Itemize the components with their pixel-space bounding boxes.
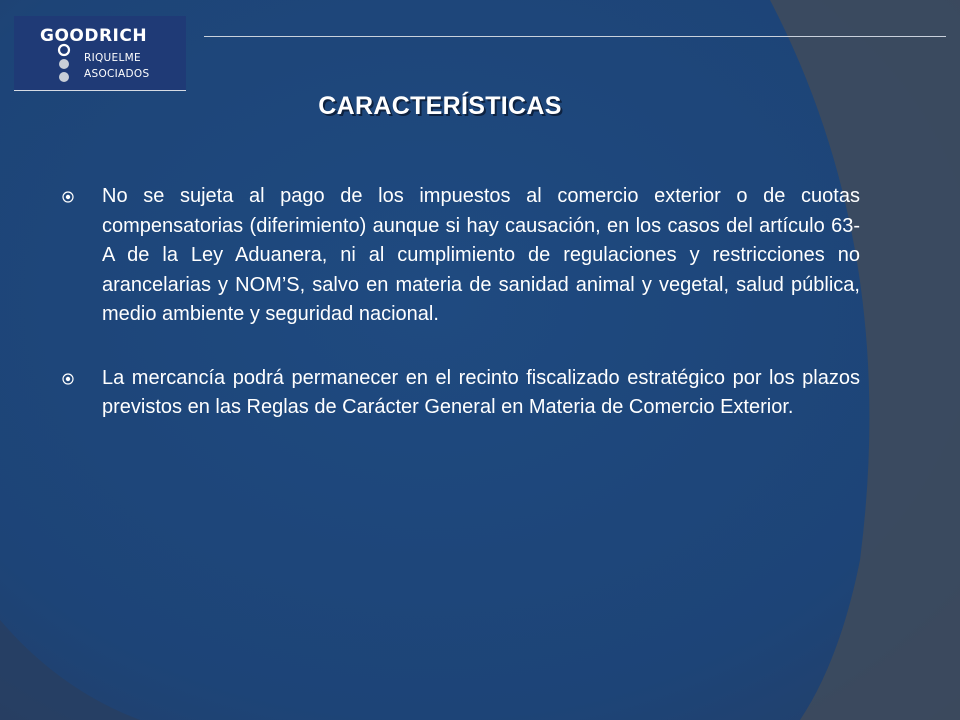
header-divider xyxy=(204,36,946,37)
logo-line-1: RIQUELME xyxy=(84,52,141,64)
company-logo xyxy=(14,16,186,91)
logo-circles-icon xyxy=(56,43,76,83)
logo-title: GOODRICH xyxy=(40,26,148,46)
bullet-item xyxy=(60,182,860,330)
logo-line-2: ASOCIADOS xyxy=(84,68,150,80)
circled-dot-icon xyxy=(62,191,74,203)
bullet-item xyxy=(60,364,860,423)
bullet-list xyxy=(60,182,860,457)
circled-dot-icon xyxy=(62,373,74,385)
bullet-text: No se sujeta al pago de los impuestos al comercio exterior o de cuotas compensatorias (diferimiento) aunque si hay causación, en los casos del artículo 63-A de la Ley Aduanera, ni al cumplimiento de regulaciones y restricciones no arancelarias y NOM’S, salvo en materia de sanidad animal y vegetal, salud pública, medio ambiente y seguridad nacional. xyxy=(102,185,860,325)
bullet-text: La mercancía podrá permanecer en el recinto fiscalizado estratégico por los plazos previstos en las Reglas de Carácter General en Materia de Comercio Exterior. xyxy=(102,366,860,418)
slide-title: CARACTERÍSTICAS xyxy=(318,92,562,120)
